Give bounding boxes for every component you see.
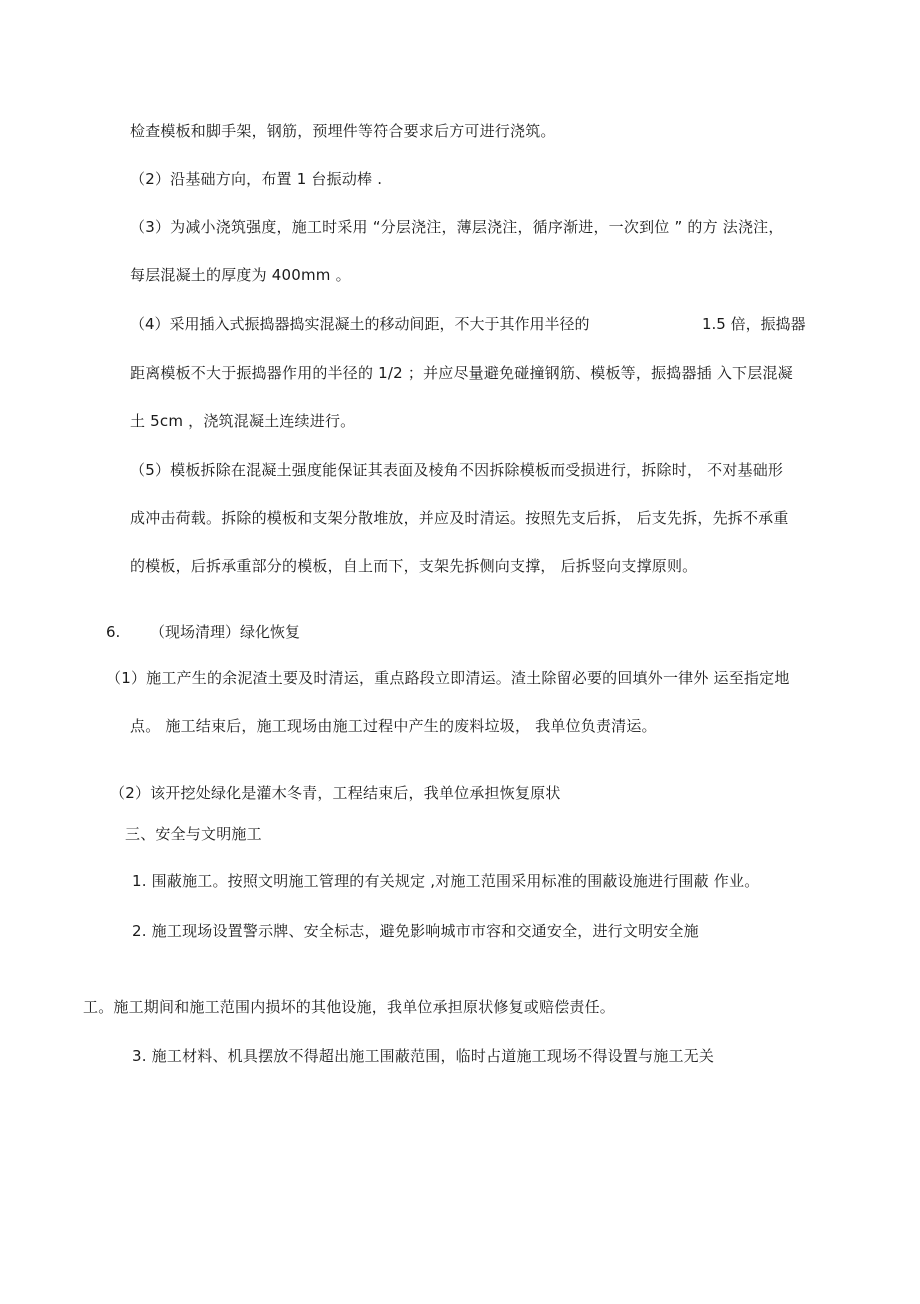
paragraph-line: 1.5 倍，振捣器 xyxy=(702,315,806,333)
paragraph-line: 每层混凝土的厚度为 400mm 。 xyxy=(130,266,351,284)
section-heading: 三、安全与文明施工 xyxy=(125,825,262,843)
list-item: 2. 施工现场设置警示牌、安全标志，避免影响城市市容和交通安全，进行文明安全施 xyxy=(132,922,699,940)
paragraph-line: （2）该开挖处绿化是灌木冬青，工程结束后，我单位承担恢复原状 xyxy=(110,784,561,802)
paragraph-line: 的模板，后拆承重部分的模板，自上而下，支架先拆侧向支撑， 后拆竖向支撑原则。 xyxy=(130,557,698,575)
section-number: 6. xyxy=(106,623,121,641)
paragraph-line: （1）施工产生的余泥渣土要及时清运，重点路段立即清运。渣土除留必要的回填外一律外 运至指定地 xyxy=(106,669,790,687)
list-item: 1. 围蔽施工。按照文明施工管理的有关规定 ,对施工范围采用标准的围蔽设施进行围蔽 作业。 xyxy=(132,872,760,890)
paragraph-line: （4）采用插入式振捣器捣实混凝土的移动间距，不大于其作用半径的 xyxy=(130,315,590,333)
paragraph-line: 成冲击荷载。拆除的模板和支架分散堆放，并应及时清运。按照先支后拆， 后支先拆，先拆不承重 xyxy=(130,509,789,527)
paragraph-line: 距离模板不大于振捣器作用的半径的 1/2 ；并应尽量避免碰撞钢筋、模板等，振捣器插 入下层混凝 xyxy=(130,364,793,382)
paragraph-line: 检查模板和脚手架，钢筋，预埋件等符合要求后方可进行浇筑。 xyxy=(130,122,556,140)
paragraph-line: （2）沿基础方向，布置 1 台振动棒 . xyxy=(130,170,383,188)
paragraph-line: （5）模板拆除在混凝土强度能保证其表面及棱角不因拆除模板而受损进行，拆除时， 不对基础形 xyxy=(130,461,784,479)
paragraph-line: 点。 施工结束后，施工现场由施工过程中产生的废料垃圾， 我单位负责清运。 xyxy=(130,717,657,735)
list-item: 3. 施工材料、机具摆放不得超出施工围蔽范围，临时占道施工现场不得设置与施工无关 xyxy=(132,1047,715,1065)
paragraph-line: 工。施工期间和施工范围内损坏的其他设施，我单位承担原状修复或赔偿责任。 xyxy=(83,998,616,1016)
paragraph-line: （3）为减小浇筑强度，施工时采用 “分层浇注，薄层浇注，循序渐进，一次到位 ” 的方 法浇注， xyxy=(130,218,784,236)
section-heading: （现场清理）绿化恢复 xyxy=(150,623,301,641)
paragraph-line: 土 5cm ，浇筑混凝土连续进行。 xyxy=(130,412,356,430)
